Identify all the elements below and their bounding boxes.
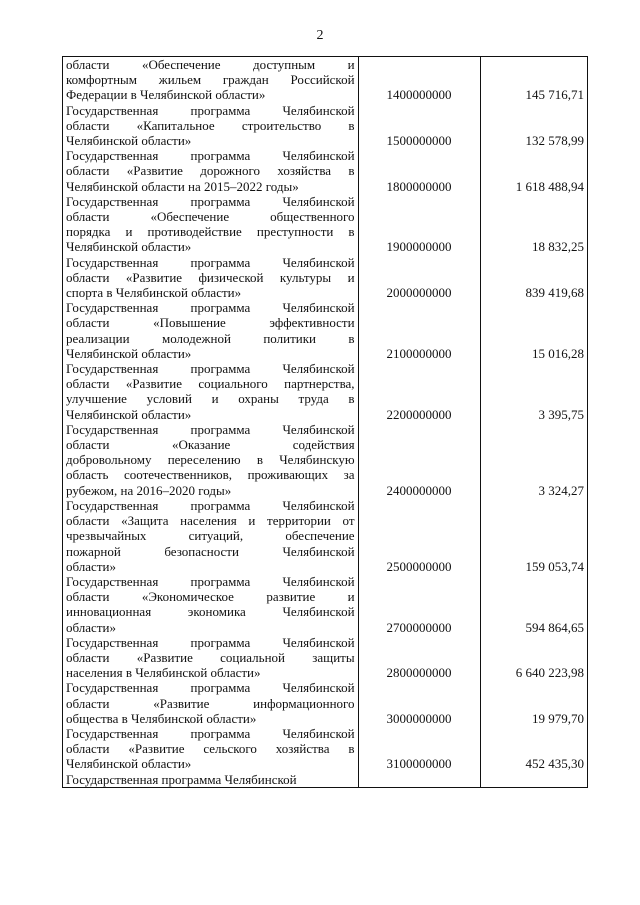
table-row xyxy=(63,680,588,726)
table-row xyxy=(63,498,588,574)
amount-cell: 3 395,75 xyxy=(480,361,588,422)
program-name-line: области «Обеспечение общественного xyxy=(66,209,355,225)
program-name-line: Государственная программа Челябинской xyxy=(66,300,355,316)
program-name-line: область соотечественников, проживающих за xyxy=(66,467,355,483)
page-number: 2 xyxy=(316,28,324,43)
program-name-line: Государственная программа Челябинской xyxy=(66,771,297,787)
program-name-cell xyxy=(63,148,359,194)
program-name-line: области «Развитие социального партнерства, xyxy=(66,376,355,392)
program-name-cell xyxy=(63,255,359,301)
program-name-cell xyxy=(63,103,359,149)
target-article-code-cell: 2800000000 xyxy=(358,635,480,681)
program-name-line: области «Защита населения и территории от xyxy=(66,513,355,529)
table-row xyxy=(63,300,588,361)
amount-cell: 15 016,28 xyxy=(480,300,588,361)
program-name-line: Челябинской области» xyxy=(66,239,192,255)
program-name-line: Челябинской области» xyxy=(66,406,192,422)
program-name-line: области «Развитие социальной защиты xyxy=(66,649,355,665)
program-name-cell xyxy=(63,498,359,574)
table-body xyxy=(63,57,588,788)
program-name-line: области «Экономическое развитие и xyxy=(66,589,355,605)
program-name-line: области «Развитие дорожного хозяйства в xyxy=(66,163,355,179)
program-name-line: населения в Челябинской области» xyxy=(66,665,261,681)
program-name-cell xyxy=(63,422,359,498)
target-article-code-cell: 1800000000 xyxy=(358,148,480,194)
target-article-code-cell: 3100000000 xyxy=(358,726,480,772)
program-name-cell xyxy=(63,574,359,635)
target-article-code-cell: 1400000000 xyxy=(358,57,480,103)
program-name-line: Челябинской области» xyxy=(66,345,192,361)
program-name-line: Государственная программа Челябинской xyxy=(66,497,355,513)
program-name-line: области «Обеспечение доступным и xyxy=(66,57,355,72)
budget-table xyxy=(62,56,588,788)
amount-cell: 18 832,25 xyxy=(480,194,588,255)
amount-cell: 19 979,70 xyxy=(480,680,588,726)
amount-cell: 6 640 223,98 xyxy=(480,635,588,681)
table-row xyxy=(63,148,588,194)
target-article-code-cell: 3000000000 xyxy=(358,680,480,726)
target-article-code-cell: 2500000000 xyxy=(358,498,480,574)
table-row xyxy=(63,772,588,788)
program-name-line: пожарной безопасности Челябинской xyxy=(66,543,355,559)
target-article-code-cell: 2200000000 xyxy=(358,361,480,422)
program-name-cell xyxy=(63,635,359,681)
program-name-line: улучшение условий и охраны труда в xyxy=(66,391,355,407)
program-name-line: чрезвычайных ситуаций, обеспечение xyxy=(66,528,355,544)
program-name-line: области «Оказание содействия xyxy=(66,437,355,453)
program-name-line: Челябинской области» xyxy=(66,133,192,149)
program-name-line: области «Капитальное строительство в xyxy=(66,117,355,133)
amount-cell: 1 618 488,94 xyxy=(480,148,588,194)
program-name-line: Челябинской области на 2015–2022 годы» xyxy=(66,178,299,194)
program-name-cell xyxy=(63,194,359,255)
program-name-line: Государственная программа Челябинской xyxy=(66,725,355,741)
program-name-line: Челябинской области» xyxy=(66,756,192,772)
program-name-cell xyxy=(63,772,359,788)
program-name-line: области «Повышение эффективности xyxy=(66,315,355,331)
program-name-line: инновационная экономика Челябинской xyxy=(66,604,355,620)
amount-cell: 132 578,99 xyxy=(480,103,588,149)
target-article-code-cell: 2400000000 xyxy=(358,422,480,498)
program-name-line: Государственная программа Челябинской xyxy=(66,421,355,437)
program-name-cell xyxy=(63,726,359,772)
target-article-code-cell: 2100000000 xyxy=(358,300,480,361)
program-name-line: Государственная программа Челябинской xyxy=(66,361,355,377)
amount-cell: 159 053,74 xyxy=(480,498,588,574)
table-row xyxy=(63,574,588,635)
program-name-line: области «Развитие сельского хозяйства в xyxy=(66,741,355,757)
program-name-line: Государственная программа Челябинской xyxy=(66,148,355,164)
program-name-line: Государственная программа Челябинской xyxy=(66,634,355,650)
program-name-line: Государственная программа Челябинской xyxy=(66,680,355,696)
program-name-line: Государственная программа Челябинской xyxy=(66,254,355,270)
target-article-code-cell xyxy=(358,772,480,788)
program-name-line: Федерации в Челябинской области» xyxy=(66,87,266,103)
amount-cell: 452 435,30 xyxy=(480,726,588,772)
program-name-cell xyxy=(63,680,359,726)
program-name-line: области «Развитие информационного xyxy=(66,695,355,711)
program-name-line: области» xyxy=(66,558,116,574)
table-row xyxy=(63,194,588,255)
program-name-line: реализации молодежной политики в xyxy=(66,330,355,346)
target-article-code-cell: 2700000000 xyxy=(358,574,480,635)
amount-cell xyxy=(480,772,588,788)
program-name-line: Государственная программа Челябинской xyxy=(66,102,355,118)
amount-cell: 839 419,68 xyxy=(480,255,588,301)
program-name-cell xyxy=(63,57,359,103)
program-name-line: области «Развитие физической культуры и xyxy=(66,269,355,285)
target-article-code-cell: 1500000000 xyxy=(358,103,480,149)
table-row xyxy=(63,635,588,681)
program-name-cell xyxy=(63,300,359,361)
program-name-line: добровольному переселению в Челябинскую xyxy=(66,452,355,468)
program-name-line: рубежом, на 2016–2020 годы» xyxy=(66,482,232,498)
amount-cell: 3 324,27 xyxy=(480,422,588,498)
table-row xyxy=(63,726,588,772)
program-name-line: Государственная программа Челябинской xyxy=(66,193,355,209)
program-name-line: комфортным жильем граждан Российской xyxy=(66,72,355,88)
target-article-code-cell: 1900000000 xyxy=(358,194,480,255)
program-name-line: общества в Челябинской области» xyxy=(66,710,257,726)
table-row xyxy=(63,103,588,149)
table-row xyxy=(63,422,588,498)
program-name-line: области» xyxy=(66,619,116,635)
table-row xyxy=(63,255,588,301)
amount-cell: 145 716,71 xyxy=(480,57,588,103)
program-name-cell xyxy=(63,361,359,422)
program-name-line: Государственная программа Челябинской xyxy=(66,573,355,589)
table-row xyxy=(63,361,588,422)
target-article-code-cell: 2000000000 xyxy=(358,255,480,301)
table-row xyxy=(63,57,588,103)
amount-cell: 594 864,65 xyxy=(480,574,588,635)
program-name-line: спорта в Челябинской области» xyxy=(66,285,242,301)
program-name-line: порядка и противодействие преступности в xyxy=(66,224,355,240)
